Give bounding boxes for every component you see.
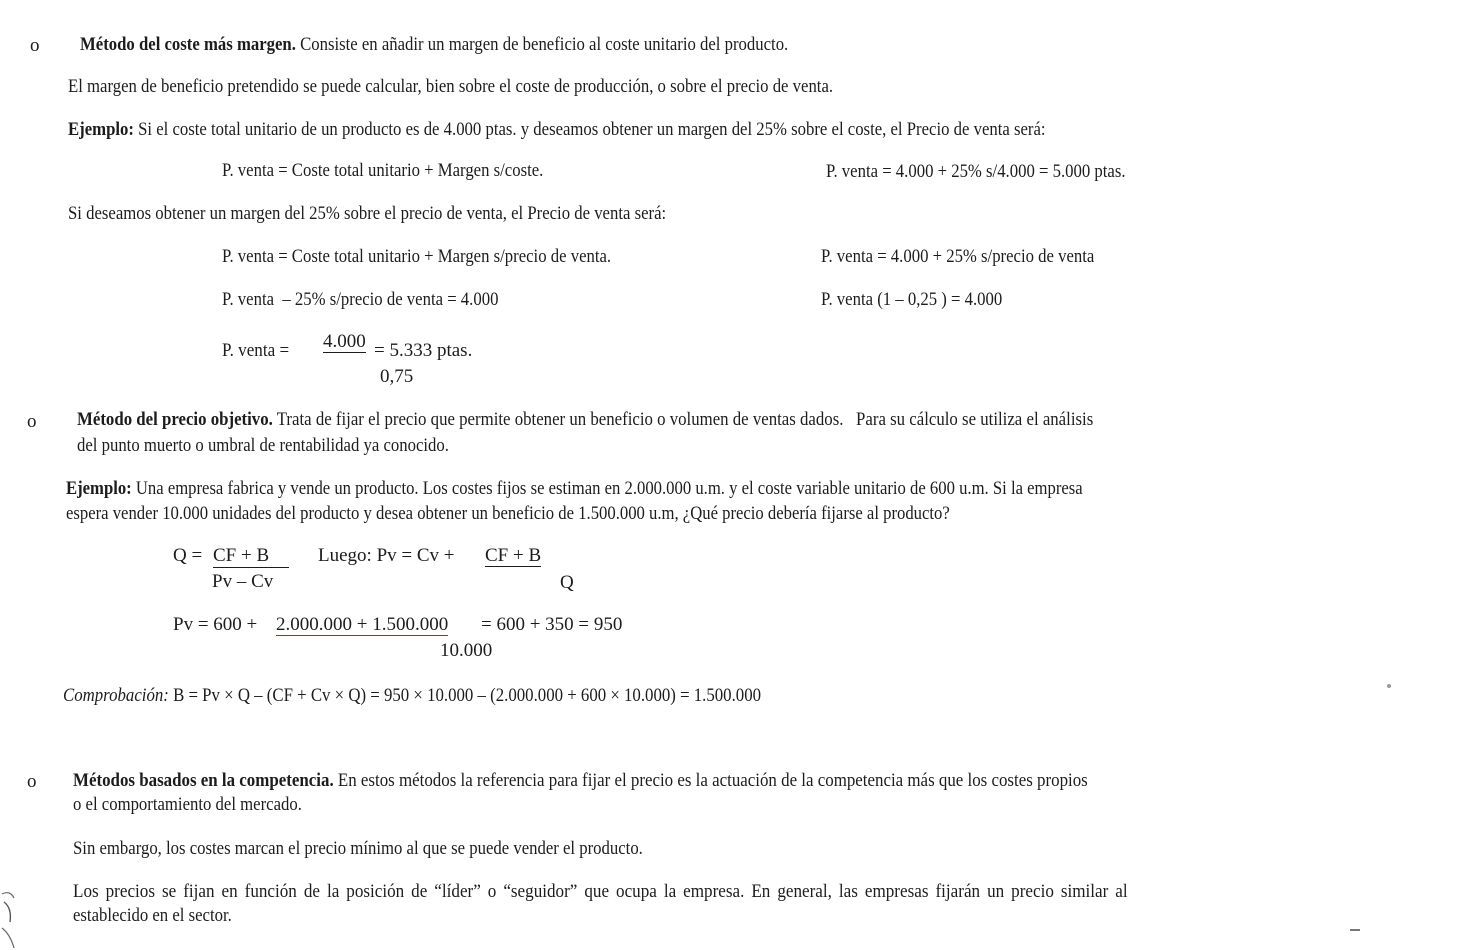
formula-q-prefix: Q = — [173, 545, 203, 566]
section-2-title: Método del precio objetivo. — [77, 409, 273, 430]
section-3-intro: En estos métodos la referencia para fijar el precio es la actuación de la competencia más que los costes propios — [337, 770, 1088, 791]
formula-pv-result: = 600 + 350 = 950 — [481, 614, 623, 635]
section-1-paragraph: El margen de beneficio pretendido se puede calcular, bien sobre el coste de producción, o sobre el precio de venta. — [68, 76, 834, 97]
formula-division-numerator: 4.000 — [323, 331, 366, 352]
formula-pv-denominator: 10.000 — [440, 640, 493, 661]
formula-subtract: P. venta – 25% s/precio de venta = 4.000 — [222, 289, 499, 310]
bullet-marker: o — [27, 771, 37, 792]
section-2-example: Ejemplo: Una empresa fabrica y vende un producto. Los costes fijos se estiman en 2.000.000 u.m. y el coste variable unitario de 600 u.m. Si la empresa — [66, 478, 1083, 499]
section-3-paragraph-2-line-2: establecido en el sector. — [73, 905, 232, 926]
section-2-example-line-2: espera vender 10.000 unidades del producto y desea obtener un beneficio de 1.500.000 u.m, ¿Qué precio debería fijarse al producto? — [66, 503, 950, 524]
bullet-marker: o — [27, 411, 37, 432]
section-3-paragraph-2: Los precios se fijan en función de la posición de “líder” o “seguidor” que ocupa la empresa. En general, las empresas fijarán un precio similar al — [73, 881, 1128, 902]
formula-q-numerator: CF + B — [213, 545, 289, 568]
section-1-intro: Consiste en añadir un margen de beneficio al coste unitario del producto. — [300, 34, 789, 55]
section-3-heading-line — [73, 770, 1213, 792]
section-1-example — [68, 119, 1179, 141]
section-1-paragraph-2: Si deseamos obtener un margen del 25% sobre el precio de venta, el Precio de venta será: — [68, 203, 667, 224]
section-3-intro-line-2: o el comportamiento del mercado. — [73, 794, 302, 815]
formula-pv-prefix: Pv = 600 + — [173, 614, 258, 635]
verification-label: Comprobación: — [63, 685, 169, 706]
formula-cost-margin-result: P. venta = 4.000 + 25% s/4.000 = 5.000 ptas. — [826, 161, 1126, 182]
formula-pv-numerator: 2.000.000 + 1.500.000 — [276, 614, 449, 635]
formula-price-margin-result: P. venta = 4.000 + 25% s/precio de venta — [821, 246, 1095, 267]
formula-price-margin: P. venta = Coste total unitario + Margen s/precio de venta. — [222, 246, 612, 267]
formula-cost-margin: P. venta = Coste total unitario + Margen s/coste. — [222, 160, 544, 181]
formula-luego-denominator: Q — [560, 572, 574, 593]
formula-q-denominator: Pv – Cv — [212, 571, 274, 592]
formula-luego-numerator: CF + B — [485, 545, 542, 566]
verification-line — [63, 685, 852, 707]
formula-division-result: = 5.333 ptas. — [374, 340, 473, 361]
section-3-title: Métodos basados en la competencia. — [73, 770, 334, 791]
bullet-marker: o — [30, 35, 40, 56]
section-2-intro-line-2: del punto muerto o umbral de rentabilidad ya conocido. — [77, 435, 449, 456]
formula-division-prefix: P. venta = — [222, 340, 290, 361]
scan-scribble-mark — [0, 888, 30, 950]
example-text: Si el coste total unitario de un producto es de 4.000 ptas. y deseamos obtener un margen del 25% sobre el coste, el Precio de venta será: — [138, 119, 1046, 140]
formula-luego-prefix: Luego: Pv = Cv + — [318, 545, 455, 566]
scan-speck — [1350, 929, 1360, 931]
section-3-paragraph: Sin embargo, los costes marcan el precio mínimo al que se puede vender el producto. — [73, 838, 643, 859]
section-2-heading-line — [77, 409, 1225, 431]
scan-speck — [1387, 684, 1391, 688]
verification-formula: B = Pv × Q – (CF + Cv × Q) = 950 × 10.000 – (2.000.000 + 600 × 10.000) = 1.500.000 — [173, 685, 762, 706]
example-label: Ejemplo: — [68, 119, 134, 140]
formula-division-denominator: 0,75 — [380, 366, 414, 387]
section-2-intro: Trata de fijar el precio que permite obtener un beneficio o volumen de ventas dados. Para su cálculo se utiliza el análisis — [276, 409, 1094, 430]
example-label: Ejemplo: — [66, 478, 132, 499]
section-1-title: Método del coste más margen. — [80, 34, 296, 55]
section-1-heading-line — [80, 34, 885, 56]
formula-factor: P. venta (1 – 0,25 ) = 4.000 — [821, 289, 1003, 310]
